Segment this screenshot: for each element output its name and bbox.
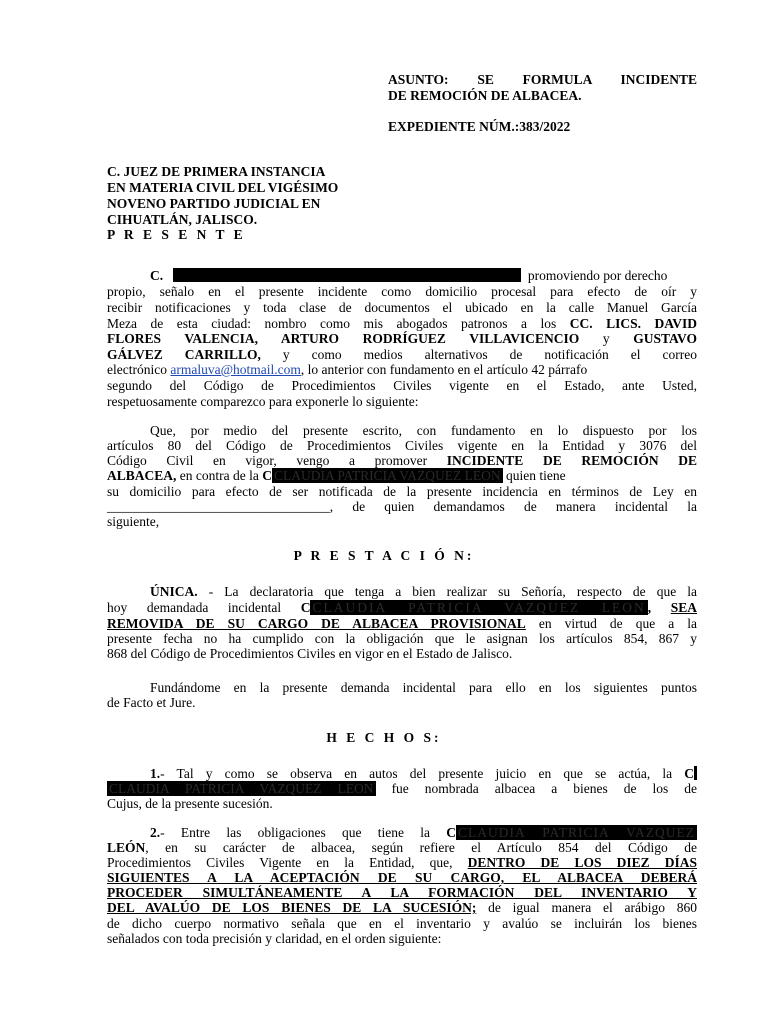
intro-line-7 bbox=[107, 362, 587, 378]
redacted-name-4: CLAUDIA PATRICIA VAZQUEZ bbox=[458, 825, 696, 840]
hecho-2-line-2-text: , en su carácter de albacea, según refiere el Artículo 854 del Código de bbox=[145, 840, 697, 855]
p2-line-6-text: de quien demandamos de manera incidental la bbox=[352, 499, 698, 514]
hecho-2-line-8: señalados con toda precisión y claridad, en el orden siguiente: bbox=[107, 931, 442, 946]
hecho-2-line-1 bbox=[150, 825, 697, 841]
prestacion-heading: P R E S T A C I Ó N: bbox=[293, 548, 475, 563]
conj-y: y bbox=[602, 331, 610, 346]
email-link[interactable]: armaluva@hotmail.com bbox=[170, 362, 301, 377]
hecho-2-c: C bbox=[446, 825, 456, 840]
hecho-2-line-6-text: de igual manera el arábigo 860 bbox=[488, 900, 698, 915]
fundamento-line-2: de Facto et Jure. bbox=[107, 695, 196, 710]
redact-sliver bbox=[694, 766, 697, 780]
redacted-name-1: CLAUDIA PATRICIA VAZQUEZ LEON bbox=[273, 468, 501, 483]
p2-line-6 bbox=[107, 499, 697, 515]
intro-line-8: segundo del Código de Procedimientos Civiles vigente en el Estado, ante Usted, bbox=[107, 378, 697, 393]
intro-line-5 bbox=[107, 331, 697, 347]
intro-line-4 bbox=[107, 316, 697, 332]
redacted-name-2: CLAUDIA PATRICIA VAZQUEZ LEON bbox=[312, 600, 646, 615]
hecho-2-line-6 bbox=[107, 900, 697, 916]
prestacion-line-3-text: en virtud de que a la bbox=[538, 616, 697, 631]
asunto-line-1: ASUNTO: SE FORMULA INCIDENTE bbox=[388, 72, 697, 87]
prestacion-line-2 bbox=[107, 600, 697, 616]
intro-line-6 bbox=[107, 347, 697, 363]
p2-line-7: siguiente, bbox=[107, 514, 160, 529]
asunto-line-2: DE REMOCIÓN DE ALBACEA. bbox=[388, 88, 582, 103]
p2-line-4-tail: quien tiene bbox=[506, 468, 566, 483]
addressee-line-2: EN MATERIA CIVIL DEL VIGÉSIMO bbox=[107, 180, 339, 195]
hecho-1-line-1 bbox=[150, 766, 697, 782]
lawyers-names-2: GUSTAVO bbox=[633, 331, 697, 346]
prestacion-line-4: presente fecha no ha cumplido con la obligación que le asignan los artículos 854, 867 y bbox=[107, 631, 697, 646]
intro-line-6-text: y como medios alternativos de notificación el correo bbox=[282, 347, 697, 362]
intro-c: C. bbox=[150, 268, 164, 283]
intro-line-9: respetuosamente comparezco para exponerle lo siguiente: bbox=[107, 394, 419, 409]
redacted-name-3: CLAUDIA PATRICIA VAZQUEZ LEON bbox=[109, 781, 374, 796]
lawyers-names-1: FLORES VALENCIA, ARTURO RODRÍGUEZ VILLAVICENCIO bbox=[107, 331, 580, 346]
p2-line-2: artículos 80 del Código de Procedimientos Civiles vigente en la Entidad y 3076 del bbox=[107, 438, 697, 453]
incidente-title-2: ALBACEA, bbox=[107, 468, 177, 483]
p2-line-3 bbox=[107, 453, 697, 469]
addressee-line-1: C. JUEZ DE PRIMERA INSTANCIA bbox=[107, 164, 326, 179]
p2-line-1: Que, por medio del presente escrito, con fundamento en lo dispuesto por los bbox=[150, 423, 697, 438]
plazo-title-4: DEL AVALÚO DE LOS BIENES DE LA SUCESIÓN; bbox=[107, 900, 477, 915]
prestacion-line-5: 868 del Código de Procedimientos Civiles en vigor en el Estado de Jalisco. bbox=[107, 646, 513, 661]
intro-line-7-b: , lo anterior con fundamento en el artículo 42 párrafo bbox=[300, 362, 588, 377]
p2-line-5: su domicilio para efecto de ser notificada de la presente incidencia en términos de Ley en bbox=[107, 484, 697, 499]
prestacion-line-1-text: - La declaratoria que tenga a bien realizar su Señoría, respecto de que la bbox=[208, 584, 698, 599]
hecho-1-c: C bbox=[684, 766, 695, 781]
intro-line-1 bbox=[150, 268, 667, 284]
addressee-line-3: NOVENO PARTIDO JUDICIAL EN bbox=[107, 196, 321, 211]
presente-label: P R E S E N T E bbox=[107, 227, 246, 242]
hechos-heading: H E C H O S: bbox=[326, 730, 442, 745]
removida-title: REMOVIDA DE SU CARGO DE ALBACEA PROVISIONAL bbox=[107, 616, 526, 631]
hecho-2-line-3 bbox=[107, 855, 697, 871]
p2-line-4 bbox=[107, 468, 566, 484]
intro-line-4-text: Meza de esta ciudad: nombro como mis abogados patronos a los bbox=[107, 316, 557, 331]
intro-line-7-a: electrónico bbox=[107, 362, 167, 377]
hecho-1-line-3: Cujus, de la presente sucesión. bbox=[107, 796, 273, 811]
hecho-1-text: - Tal y como se observa en autos del presente juicio en que se actúa, la bbox=[160, 766, 673, 781]
redacted-name-block bbox=[173, 268, 521, 282]
prestacion-c: C bbox=[300, 600, 311, 615]
p2-c: C bbox=[262, 468, 272, 483]
incidente-title-1: INCIDENTE DE REMOCIÓN DE bbox=[446, 453, 697, 468]
prestacion-line-2-text: hoy demandada incidental bbox=[107, 600, 282, 615]
hecho-2-line-3-text: Procedimientos Civiles Vigente en la Entidad, que, bbox=[107, 855, 453, 870]
plazo-title-1: DENTRO DE LOS DIEZ DÍAS bbox=[467, 855, 698, 870]
intro-line-2: propio, señalo en el presente incidente como domicilio procesal para efecto de oír y bbox=[107, 284, 697, 299]
leon-surname: LEÓN bbox=[107, 840, 146, 855]
hecho-1-line-2 bbox=[107, 781, 697, 797]
sea-label: SEA bbox=[670, 600, 698, 615]
expediente-number: EXPEDIENTE NÚM.:383/2022 bbox=[388, 119, 571, 134]
hecho-1-line-2-text: fue nombrada albacea a bienes de los de bbox=[391, 781, 698, 796]
p2-line-4-text: en contra de la bbox=[179, 468, 259, 483]
prestacion-comma: , bbox=[647, 600, 652, 615]
lawyers-prefix: CC. LICS. DAVID bbox=[569, 316, 698, 331]
hecho-2-line-7: de dicho cuerpo normativo señala que en el inventario y avalúo se incluirán los bienes bbox=[107, 916, 697, 931]
lawyers-names-3: GÁLVEZ CARRILLO, bbox=[107, 347, 261, 362]
intro-tail: promoviendo por derecho bbox=[527, 268, 668, 283]
addressee-line-4: CIHUATLÁN, JALISCO. bbox=[107, 212, 258, 227]
hecho-1-number: 1. bbox=[150, 766, 161, 781]
plazo-title-3: PROCEDER SIMULTÁNEAMENTE A LA FORMACIÓN DEL INVENTARIO Y bbox=[107, 885, 697, 900]
plazo-title-2: SIGUIENTES A LA ACEPTACIÓN DE SU CARGO, EL ALBACEA DEBERÁ bbox=[107, 870, 697, 885]
p2-line-3-text: Código Civil en vigor, vengo a promover bbox=[107, 453, 428, 468]
blank-line: _________________________________, bbox=[107, 499, 334, 514]
hecho-2-line-2 bbox=[107, 840, 697, 856]
prestacion-line-3 bbox=[107, 616, 697, 632]
prestacion-line-1 bbox=[150, 584, 697, 600]
hecho-2-text: - Entre las obligaciones que tiene la bbox=[160, 825, 430, 840]
fundamento-line-1: Fundándome en la presente demanda incidental para ello en los siguientes puntos bbox=[150, 680, 697, 695]
intro-line-3: recibir notificaciones y toda clase de documentos el ubicado en la calle Manuel García bbox=[107, 300, 697, 315]
unica-label: ÚNICA. bbox=[150, 584, 198, 599]
hecho-2-number: 2. bbox=[150, 825, 161, 840]
